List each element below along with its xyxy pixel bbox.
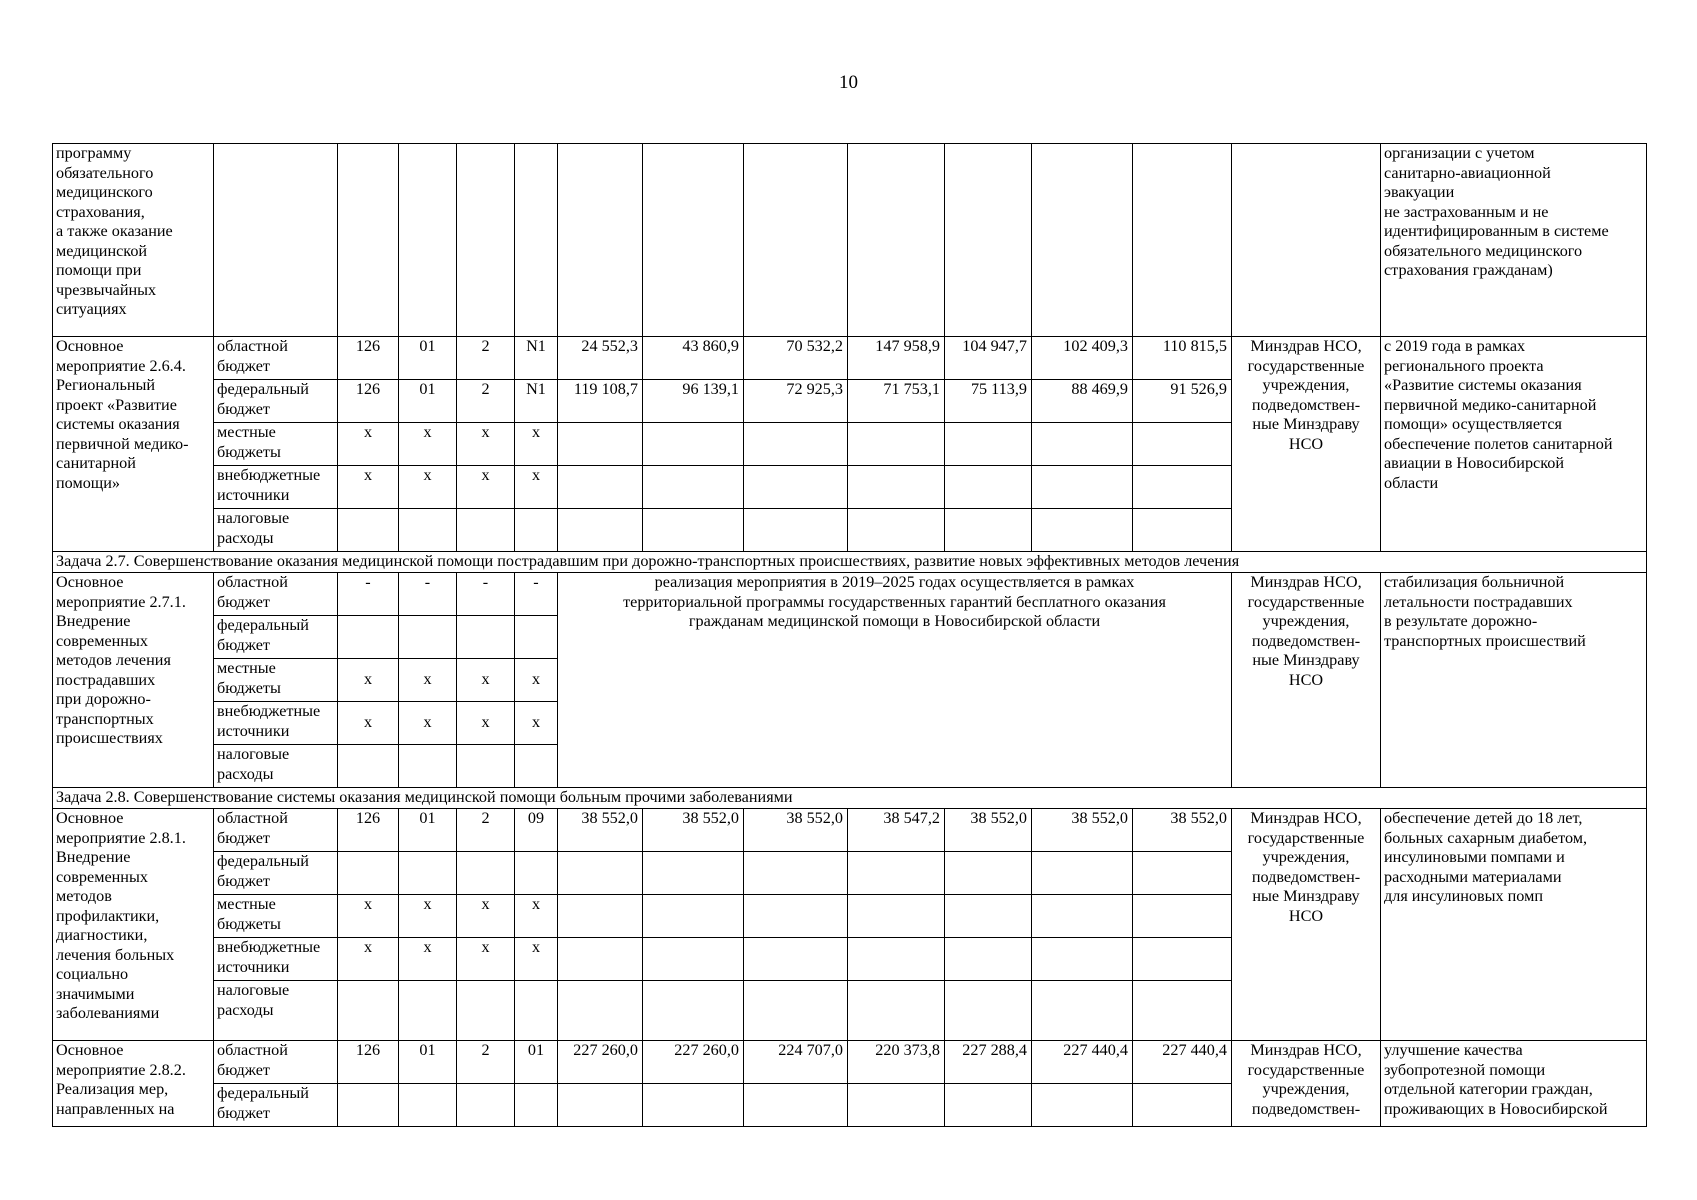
value-cell: 227 440,4 xyxy=(1133,1041,1232,1084)
code-cell: х xyxy=(338,702,399,745)
implementation-note: реализация мероприятия в 2019–2025 годах осуществляется в рамках территориальной программы государственных гарантий бесплатного оказания гражданам медицинской помощи в Новосибирской области xyxy=(558,573,1232,788)
executor: Минздрав НСО, государственные учреждения, подведомствен- ные Минздраву НСО xyxy=(1232,337,1381,552)
value-cell: 43 860,9 xyxy=(643,337,744,380)
code-cell: 01 xyxy=(399,380,457,423)
code-cell: 126 xyxy=(338,809,399,852)
expected-result: улучшение качества зубопротезной помощи отдельной категории граждан, проживающих в Новосибирской xyxy=(1381,1041,1647,1127)
code-cell: х xyxy=(515,423,558,466)
activity-name: программу обязательного медицинского страхования, а также оказание медицинской помощи при чрезвычайных ситуациях xyxy=(53,144,214,337)
code-cell: х xyxy=(399,659,457,702)
funding-source: местные бюджеты xyxy=(214,895,338,938)
expected-result: обеспечение детей до 18 лет, больных сахарным диабетом, инсулиновыми помпами и расходными материалами для инсулиновых помп xyxy=(1381,809,1647,1041)
task-heading: Задача 2.8. Совершенствование системы оказания медицинской помощи больным прочими заболеваниями xyxy=(53,788,1647,809)
code-cell: 2 xyxy=(457,380,515,423)
value-cell: 38 552,0 xyxy=(1032,809,1133,852)
table-row xyxy=(53,809,1647,852)
code-cell: х xyxy=(515,702,558,745)
value-cell: 227 260,0 xyxy=(643,1041,744,1084)
code-cell: - xyxy=(399,573,457,616)
value-cell: 96 139,1 xyxy=(643,380,744,423)
funding-source: областной бюджет xyxy=(214,573,338,616)
code-cell: 09 xyxy=(515,809,558,852)
task-row xyxy=(53,788,1647,809)
code-cell: х xyxy=(457,466,515,509)
value-cell: 72 925,3 xyxy=(744,380,848,423)
funding-source: налоговые расходы xyxy=(214,509,338,552)
executor: Минздрав НСО, государственные учреждения, подведомствен- ные Минздраву НСО xyxy=(1232,809,1381,1041)
code-cell: х xyxy=(515,938,558,981)
activity-name: Основное мероприятие 2.8.1. Внедрение современных методов профилактики, диагностики, лечения больных социально значимыми заболеваниями xyxy=(53,809,214,1041)
funding-source: федеральный бюджет xyxy=(214,852,338,895)
task-row xyxy=(53,552,1647,573)
funding-source: внебюджетные источники xyxy=(214,938,338,981)
page-number: 10 xyxy=(839,72,858,93)
value-cell: 227 288,4 xyxy=(945,1041,1032,1084)
code-cell: х xyxy=(399,466,457,509)
value-cell: 71 753,1 xyxy=(848,380,945,423)
funding-source: областной бюджет xyxy=(214,337,338,380)
activity-name: Основное мероприятие 2.6.4. Региональный проект «Развитие системы оказания первичной медико- санитарной помощи» xyxy=(53,337,214,552)
code-cell: 01 xyxy=(399,809,457,852)
code-cell: х xyxy=(457,938,515,981)
code-cell: х xyxy=(457,659,515,702)
code-cell: х xyxy=(338,659,399,702)
funding-source: федеральный бюджет xyxy=(214,1084,338,1127)
value-cell: 24 552,3 xyxy=(558,337,643,380)
code-cell: х xyxy=(457,423,515,466)
code-cell: х xyxy=(515,659,558,702)
funding-source: налоговые расходы xyxy=(214,981,338,1041)
value-cell: 38 552,0 xyxy=(945,809,1032,852)
code-cell: 01 xyxy=(399,337,457,380)
funding-source: налоговые расходы xyxy=(214,745,338,788)
code-cell: х xyxy=(457,702,515,745)
funding-source: внебюджетные источники xyxy=(214,466,338,509)
code-cell: х xyxy=(399,423,457,466)
executor: Минздрав НСО, государственные учреждения, подведомствен- ные Минздраву НСО xyxy=(1232,573,1381,788)
value-cell: 38 552,0 xyxy=(643,809,744,852)
code-cell: 126 xyxy=(338,1041,399,1084)
funding-source: областной бюджет xyxy=(214,809,338,852)
code-cell: 01 xyxy=(399,1041,457,1084)
value-cell: 88 469,9 xyxy=(1032,380,1133,423)
value-cell: 75 113,9 xyxy=(945,380,1032,423)
code-cell: х xyxy=(515,895,558,938)
table-row xyxy=(53,573,1647,616)
code-cell: х xyxy=(338,895,399,938)
code-cell: - xyxy=(338,573,399,616)
code-cell: х xyxy=(515,466,558,509)
value-cell: 38 552,0 xyxy=(1133,809,1232,852)
code-cell: - xyxy=(515,573,558,616)
task-heading: Задача 2.7. Совершенствование оказания медицинской помощи пострадавшим при дорожно-транспортных происшествиях, развитие новых эффективных методов лечения xyxy=(53,552,1647,573)
code-cell: х xyxy=(399,938,457,981)
funding-source: местные бюджеты xyxy=(214,423,338,466)
funding-source: местные бюджеты xyxy=(214,659,338,702)
value-cell: 104 947,7 xyxy=(945,337,1032,380)
funding-source: внебюджетные источники xyxy=(214,702,338,745)
continuation-row xyxy=(53,144,1647,337)
activity-name: Основное мероприятие 2.7.1. Внедрение современных методов лечения пострадавших при дорожно- транспортных происшествиях xyxy=(53,573,214,788)
expected-result: организации с учетом санитарно-авиационной эвакуации не застрахованным и не идентифицированным в системе обязательного медицинского страхования гражданам) xyxy=(1381,144,1647,337)
code-cell: 126 xyxy=(338,380,399,423)
code-cell: 2 xyxy=(457,337,515,380)
code-cell: х xyxy=(338,423,399,466)
code-cell: х xyxy=(338,938,399,981)
program-table xyxy=(52,143,1647,1127)
value-cell: 38 547,2 xyxy=(848,809,945,852)
activity-name: Основное мероприятие 2.8.2. Реализация мер, направленных на xyxy=(53,1041,214,1127)
code-cell: 2 xyxy=(457,1041,515,1084)
code-cell: 2 xyxy=(457,809,515,852)
code-cell: х xyxy=(338,466,399,509)
table-row xyxy=(53,1041,1647,1084)
code-cell: N1 xyxy=(515,380,558,423)
executor: Минздрав НСО, государственные учреждения, подведомствен- xyxy=(1232,1041,1381,1127)
value-cell: 102 409,3 xyxy=(1032,337,1133,380)
value-cell: 224 707,0 xyxy=(744,1041,848,1084)
value-cell: 91 526,9 xyxy=(1133,380,1232,423)
expected-result: стабилизация больничной летальности пострадавших в результате дорожно- транспортных происшествий xyxy=(1381,573,1647,788)
code-cell: N1 xyxy=(515,337,558,380)
funding-source: областной бюджет xyxy=(214,1041,338,1084)
code-cell: - xyxy=(457,573,515,616)
value-cell: 147 958,9 xyxy=(848,337,945,380)
value-cell: 227 260,0 xyxy=(558,1041,643,1084)
expected-result: с 2019 года в рамках регионального проекта «Развитие системы оказания первичной медико-санитарной помощи» осуществляется обеспечение полетов санитарной авиации в Новосибирской области xyxy=(1381,337,1647,552)
funding-source: федеральный бюджет xyxy=(214,380,338,423)
value-cell: 119 108,7 xyxy=(558,380,643,423)
value-cell: 227 440,4 xyxy=(1032,1041,1133,1084)
code-cell: 01 xyxy=(515,1041,558,1084)
funding-source: федеральный бюджет xyxy=(214,616,338,659)
code-cell: х xyxy=(399,895,457,938)
code-cell: х xyxy=(457,895,515,938)
code-cell: 126 xyxy=(338,337,399,380)
value-cell: 38 552,0 xyxy=(558,809,643,852)
value-cell: 38 552,0 xyxy=(744,809,848,852)
table-row xyxy=(53,337,1647,380)
value-cell: 70 532,2 xyxy=(744,337,848,380)
value-cell: 110 815,5 xyxy=(1133,337,1232,380)
value-cell: 220 373,8 xyxy=(848,1041,945,1084)
code-cell: х xyxy=(399,702,457,745)
